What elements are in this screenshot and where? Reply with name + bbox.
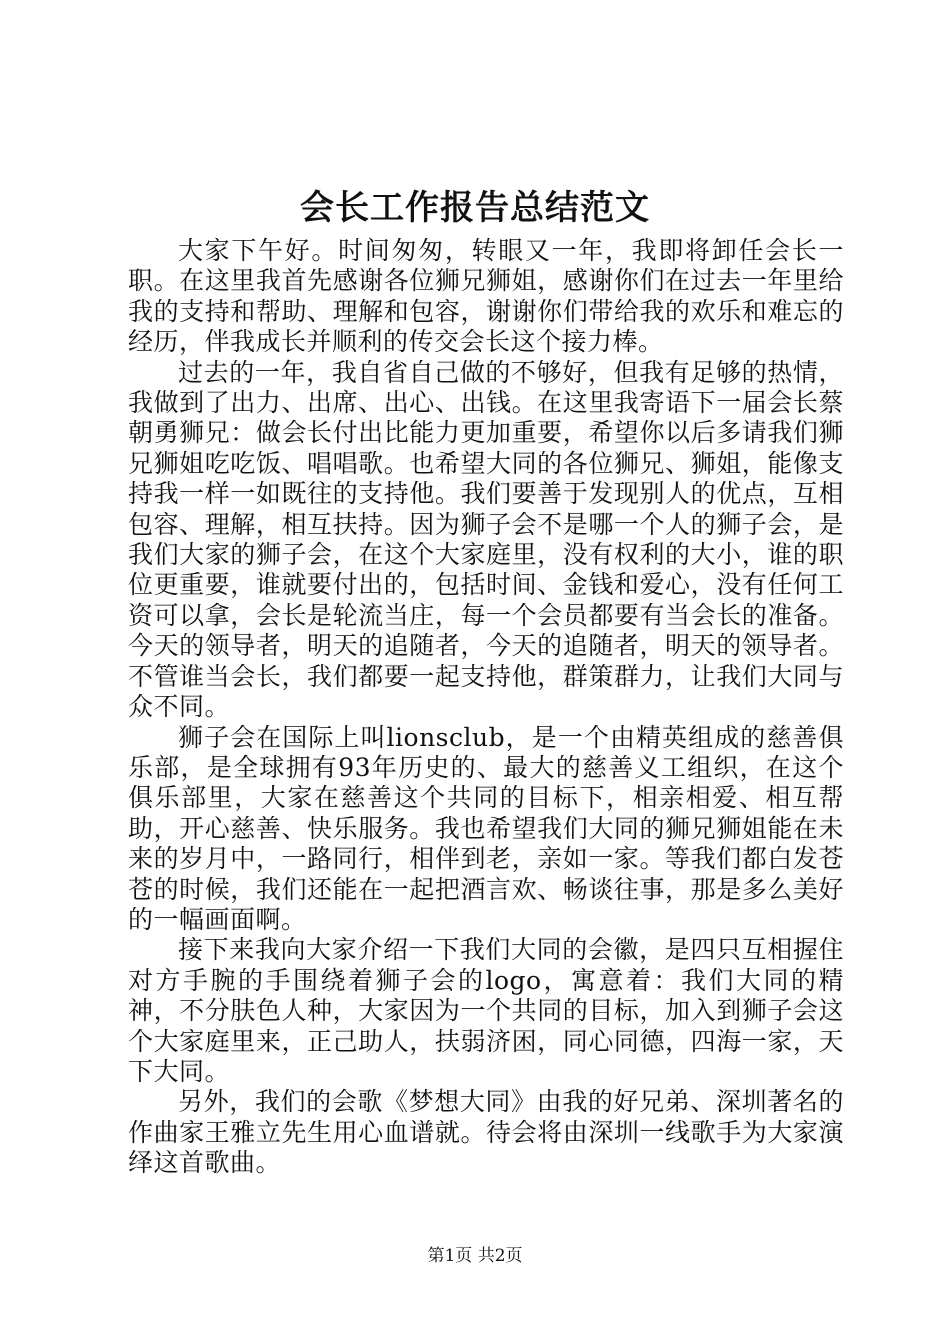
- paragraph-4: 接下来我向大家介绍一下我们大同的会徽，是四只互相握住对方手腕的手围绕着狮子会的logo，寓意着：我们大同的精神，不分肤色人种，大家因为一个共同的目标，加入到狮子会这个大家庭里来，正己助人，扶弱济困，同心同德，四海一家，天下大同。: [128, 935, 844, 1086]
- paragraph-3: 狮子会在国际上叫lionsclub，是一个由精英组成的慈善俱乐部，是全球拥有93年历史的、最大的慈善义工组织，在这个俱乐部里，大家在慈善这个共同的目标下，相亲相爱、相互帮助，开心慈善、快乐服务。我也希望我们大同的狮兄狮姐能在未来的岁月中，一路同行，相伴到老，亲如一家。等我们都白发苍苍的时候，我们还能在一起把酒言欢、畅谈往事，那是多么美好的一幅画面啊。: [128, 722, 844, 934]
- document-title: 会长工作报告总结范文: [300, 188, 650, 228]
- page-footer: 第1页 共2页: [427, 1246, 523, 1266]
- document-body: [128, 236, 844, 1179]
- paragraph-5: 另外，我们的会歌《梦想大同》由我的好兄弟、深圳著名的作曲家王雅立先生用心血谱就。待会将由深圳一线歌手为大家演绎这首歌曲。: [128, 1087, 844, 1178]
- paragraph-2: 过去的一年，我自省自己做的不够好，但我有足够的热情，我做到了出力、出席、出心、出钱。在这里我寄语下一届会长蔡朝勇狮兄：做会长付出比能力更加重要，希望你以后多请我们狮兄狮姐吃吃饭、唱唱歌。也希望大同的各位狮兄、狮姐，能像支持我一样一如既往的支持他。我们要善于发现别人的优点，互相包容、理解，相互扶持。因为狮子会不是哪一个人的狮子会，是我们大家的狮子会，在这个大家庭里，没有权利的大小，谁的职位更重要，谁就要付出的，包括时间、金钱和爱心，没有任何工资可以拿，会长是轮流当庄，每一个会员都要有当会长的准备。今天的领导者，明天的追随者，今天的追随者，明天的领导者。不管谁当会长，我们都要一起支持他，群策群力，让我们大同与众不同。: [128, 357, 844, 722]
- paragraph-1: 大家下午好。时间匆匆，转眼又一年，我即将卸任会长一职。在这里我首先感谢各位狮兄狮姐，感谢你们在过去一年里给我的支持和帮助、理解和包容，谢谢你们带给我的欢乐和难忘的经历，伴我成长并顺利的传交会长这个接力棒。: [128, 236, 844, 357]
